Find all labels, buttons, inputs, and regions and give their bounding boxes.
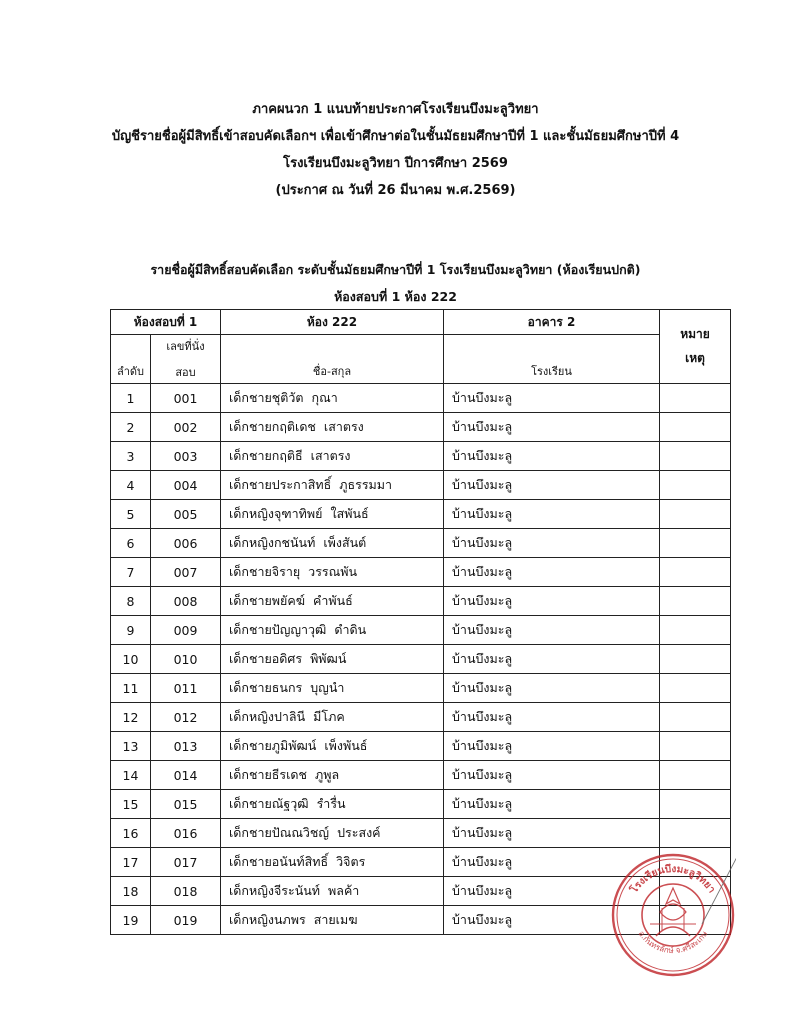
student-last-name: เสาตรง	[310, 448, 351, 463]
subheader-line-1: รายชื่อผู้มีสิทธิ์สอบคัดเลือก ระดับชั้นมัธยมศึกษาปีที่ 1 โรงเรียนบึงมะลูวิทยา (ห้องเรียนปกติ)	[150, 262, 641, 277]
header-line-2: บัญชีรายชื่อผู้มีสิทธิ์เข้าสอบคัดเลือกฯ เพื่อเข้าศึกษาต่อในชั้นมัธยมศึกษาปีที่ 1 และชั้นมัธยมศึกษาปีที่ 4	[111, 129, 680, 144]
student-first-name: เด็กชายจิรายุ	[229, 564, 301, 579]
order-cell: 6	[111, 529, 151, 558]
note-header	[660, 310, 731, 384]
school-cell: บ้านบึงมะลู	[444, 529, 660, 558]
table-row	[111, 587, 731, 616]
student-last-name: เพ็งพันธ์	[324, 738, 368, 753]
order-cell: 4	[111, 471, 151, 500]
student-name-cell	[221, 500, 444, 529]
list-subheader	[0, 256, 791, 310]
school-cell: บ้านบึงมะลู	[444, 877, 660, 906]
order-cell: 18	[111, 877, 151, 906]
student-last-name: พิพัฒน์	[310, 651, 347, 666]
student-first-name: เด็กชายปัณณวิชญ์	[229, 825, 330, 840]
seat-number-cell: 004	[151, 471, 221, 500]
seat-number-cell: 010	[151, 645, 221, 674]
student-first-name: เด็กชายพยัคฆ์	[229, 593, 305, 608]
school-cell: บ้านบึงมะลู	[444, 703, 660, 732]
student-name-cell	[221, 906, 444, 935]
note-cell	[660, 471, 731, 500]
note-cell	[660, 616, 731, 645]
student-last-name: เพ็งสันต์	[323, 535, 367, 550]
seat-number-cell: 011	[151, 674, 221, 703]
school-cell: บ้านบึงมะลู	[444, 732, 660, 761]
note-cell	[660, 558, 731, 587]
student-last-name: มีโภค	[313, 709, 345, 724]
school-cell: บ้านบึงมะลู	[444, 761, 660, 790]
seat-number-cell: 014	[151, 761, 221, 790]
note-cell	[660, 413, 731, 442]
name-label: ชื่อ-สกุล	[312, 365, 352, 378]
order-cell: 2	[111, 413, 151, 442]
order-column-header	[111, 335, 151, 384]
order-cell: 14	[111, 761, 151, 790]
order-cell: 7	[111, 558, 151, 587]
note-header-line-2: เหตุ	[685, 351, 705, 365]
room-header: ห้อง 222	[221, 310, 444, 335]
school-cell: บ้านบึงมะลู	[444, 471, 660, 500]
order-cell: 5	[111, 500, 151, 529]
table-row	[111, 732, 731, 761]
note-cell	[660, 674, 731, 703]
seat-number-cell: 007	[151, 558, 221, 587]
note-cell	[660, 384, 731, 413]
seat-number-cell: 015	[151, 790, 221, 819]
seat-number-cell: 003	[151, 442, 221, 471]
table-row	[111, 529, 731, 558]
table-row	[111, 674, 731, 703]
seat-number-cell: 012	[151, 703, 221, 732]
student-first-name: เด็กชายกฤติเดช	[229, 419, 316, 434]
school-cell: บ้านบึงมะลู	[444, 558, 660, 587]
student-last-name: ประสงค์	[337, 825, 381, 840]
student-first-name: เด็กชายอดิศร	[229, 651, 303, 666]
note-cell	[660, 790, 731, 819]
order-cell: 10	[111, 645, 151, 674]
seat-number-cell: 019	[151, 906, 221, 935]
student-last-name: ภูธรรมมา	[339, 477, 393, 492]
announcement-header	[0, 96, 791, 204]
student-first-name: เด็กหญิงจุฑาทิพย์	[229, 506, 323, 521]
student-name-cell	[221, 471, 444, 500]
student-name-cell	[221, 616, 444, 645]
student-last-name: พลค้า	[328, 883, 360, 898]
student-name-cell	[221, 587, 444, 616]
student-last-name: ภูพูล	[315, 767, 340, 782]
order-cell: 11	[111, 674, 151, 703]
seat-label-line-2: สอบ	[175, 366, 196, 379]
school-cell: บ้านบึงมะลู	[444, 790, 660, 819]
note-cell	[660, 529, 731, 558]
student-first-name: เด็กชายประกาสิทธิ์	[229, 477, 332, 492]
student-last-name: กุณา	[311, 390, 338, 405]
student-last-name: คำพันธ์	[313, 593, 353, 608]
note-cell	[660, 500, 731, 529]
table-top-header-row	[111, 310, 731, 335]
student-first-name: เด็กชายชุติวัต	[229, 390, 304, 405]
exam-room-header: ห้องสอบที่ 1	[111, 310, 221, 335]
school-cell: บ้านบึงมะลู	[444, 906, 660, 935]
order-cell: 8	[111, 587, 151, 616]
school-cell: บ้านบึงมะลู	[444, 587, 660, 616]
school-cell: บ้านบึงมะลู	[444, 616, 660, 645]
school-cell: บ้านบึงมะลู	[444, 674, 660, 703]
student-first-name: เด็กชายณัฐวุฒิ	[229, 796, 309, 811]
table-row	[111, 442, 731, 471]
student-first-name: เด็กชายธนกร	[229, 680, 303, 695]
table-row	[111, 790, 731, 819]
name-column-header	[221, 335, 444, 384]
student-name-cell	[221, 645, 444, 674]
school-cell: บ้านบึงมะลู	[444, 384, 660, 413]
school-cell: บ้านบึงมะลู	[444, 819, 660, 848]
student-first-name: เด็กชายปัญญาวุฒิ	[229, 622, 327, 637]
student-first-name: เด็กชายกฤติธี	[229, 448, 303, 463]
note-cell	[660, 732, 731, 761]
order-cell: 13	[111, 732, 151, 761]
student-first-name: เด็กชายธีรเดช	[229, 767, 308, 782]
table-row	[111, 413, 731, 442]
student-last-name: สายเมฆ	[313, 912, 358, 927]
building-header: อาคาร 2	[444, 310, 660, 335]
order-cell: 1	[111, 384, 151, 413]
student-name-cell	[221, 848, 444, 877]
school-cell: บ้านบึงมะลู	[444, 500, 660, 529]
table-row	[111, 645, 731, 674]
seat-number-cell: 005	[151, 500, 221, 529]
student-name-cell	[221, 558, 444, 587]
seat-number-cell: 001	[151, 384, 221, 413]
student-first-name: เด็กชายอนันท์สิทธิ์	[229, 854, 329, 869]
school-seal-stamp	[610, 852, 736, 978]
student-first-name: เด็กหญิงนภพร	[229, 912, 306, 927]
header-line-1: ภาคผนวก 1 แนบท้ายประกาศโรงเรียนบึงมะลูวิทยา	[252, 102, 539, 117]
student-first-name: เด็กชายภูมิพัฒน์	[229, 738, 317, 753]
student-last-name: รำรื่น	[316, 796, 346, 811]
student-name-cell	[221, 877, 444, 906]
order-cell: 12	[111, 703, 151, 732]
student-name-cell	[221, 790, 444, 819]
table-row	[111, 500, 731, 529]
student-name-cell	[221, 413, 444, 442]
school-cell: บ้านบึงมะลู	[444, 413, 660, 442]
student-name-cell	[221, 732, 444, 761]
student-name-cell	[221, 761, 444, 790]
student-last-name: บุญนำ	[310, 680, 345, 695]
stamp-top-text: โรงเรียนบึงมะลูวิทยา	[628, 863, 718, 896]
note-cell	[660, 703, 731, 732]
student-first-name: เด็กหญิงกชนันท์	[229, 535, 316, 550]
note-header-line-1: หมาย	[680, 327, 710, 341]
order-label: ลำดับ	[116, 365, 145, 378]
order-cell: 3	[111, 442, 151, 471]
school-cell: บ้านบึงมะลู	[444, 645, 660, 674]
seat-number-cell: 016	[151, 819, 221, 848]
school-cell: บ้านบึงมะลู	[444, 442, 660, 471]
student-name-cell	[221, 529, 444, 558]
note-cell	[660, 761, 731, 790]
seat-number-cell: 013	[151, 732, 221, 761]
note-cell	[660, 645, 731, 674]
school-column-header	[444, 335, 660, 384]
seat-label-line-1: เลขที่นั่ง	[166, 340, 205, 353]
header-line-4: (ประกาศ ณ วันที่ 26 มีนาคม พ.ศ.2569)	[275, 183, 516, 198]
stamp-bottom-text: อ.กันทรลักษ์ จ.ศรีสะเกษ	[636, 929, 710, 956]
student-name-cell	[221, 384, 444, 413]
school-cell: บ้านบึงมะลู	[444, 848, 660, 877]
student-first-name: เด็กหญิงจีระนันท์	[229, 883, 321, 898]
student-last-name: วิจิตร	[336, 854, 366, 869]
header-line-3: โรงเรียนบึงมะลูวิทยา ปีการศึกษา 2569	[283, 156, 508, 171]
seat-number-cell: 008	[151, 587, 221, 616]
order-cell: 9	[111, 616, 151, 645]
subheader-line-2: ห้องสอบที่ 1 ห้อง 222	[334, 289, 457, 304]
seat-number-cell: 002	[151, 413, 221, 442]
student-last-name: วรรณพัน	[308, 564, 357, 579]
student-name-cell	[221, 442, 444, 471]
student-name-cell	[221, 819, 444, 848]
seat-number-cell: 017	[151, 848, 221, 877]
table-row	[111, 471, 731, 500]
student-last-name: เสาตรง	[323, 419, 364, 434]
order-cell: 19	[111, 906, 151, 935]
student-name-cell	[221, 674, 444, 703]
table-row	[111, 761, 731, 790]
note-cell	[660, 587, 731, 616]
note-cell	[660, 442, 731, 471]
table-row	[111, 819, 731, 848]
school-seal-icon	[610, 852, 736, 978]
order-cell: 17	[111, 848, 151, 877]
student-first-name: เด็กหญิงปาลินี	[229, 709, 306, 724]
student-last-name: ดำดิน	[334, 622, 367, 637]
table-column-header-row	[111, 335, 731, 384]
order-cell: 16	[111, 819, 151, 848]
seat-number-cell: 009	[151, 616, 221, 645]
seat-column-header	[151, 335, 221, 384]
table-row	[111, 703, 731, 732]
table-row	[111, 558, 731, 587]
order-cell: 15	[111, 790, 151, 819]
table-row	[111, 616, 731, 645]
table-row	[111, 384, 731, 413]
note-cell	[660, 819, 731, 848]
candidate-table	[110, 309, 731, 935]
seat-number-cell: 006	[151, 529, 221, 558]
seat-number-cell: 018	[151, 877, 221, 906]
school-label: โรงเรียน	[531, 365, 572, 378]
student-last-name: ใสพันธ์	[330, 506, 369, 521]
student-name-cell	[221, 703, 444, 732]
